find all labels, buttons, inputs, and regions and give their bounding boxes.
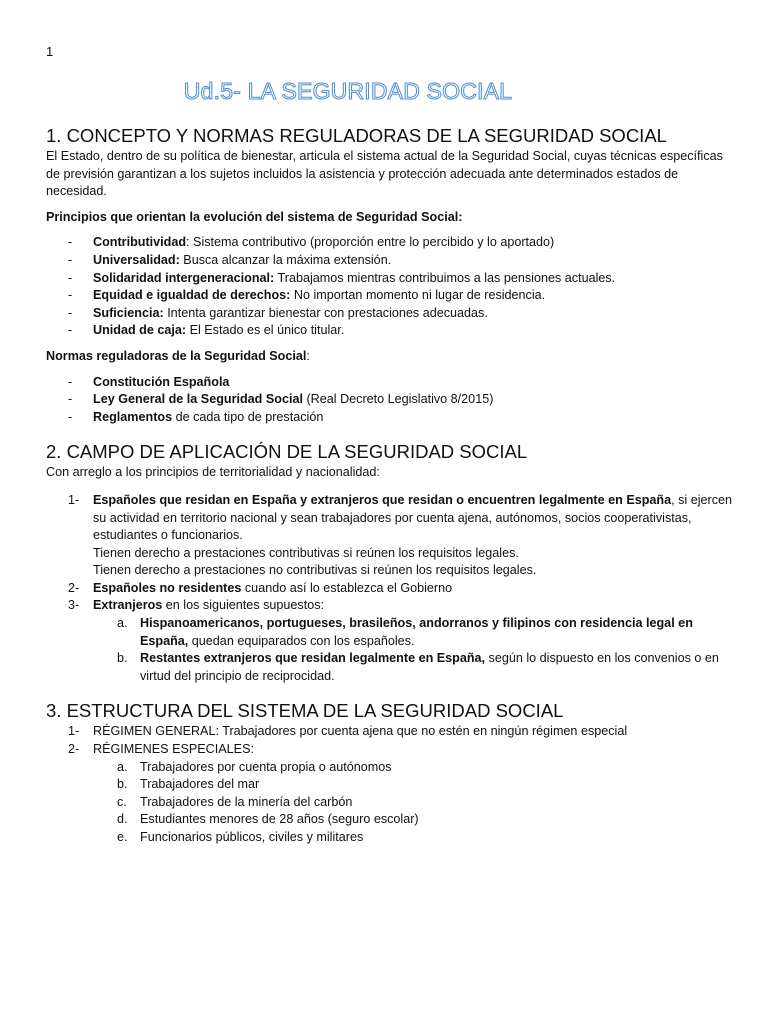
page-number: 1	[46, 44, 54, 59]
list-item: a. Hispanoamericanos, portugueses, brasileños, andorranos y filipinos con residencia legal en España, quedan equiparados con los españoles.	[117, 616, 693, 648]
list-item: b. Restantes extranjeros que residan legalmente en España, según lo dispuesto en los convenios o en virtud del principio de reciprocidad.	[117, 651, 719, 683]
list-item: 2- RÉGIMENES ESPECIALES: a. Trabajadores por cuenta propia o autónomos b. Trabajadores del mar c. Trabajadores de la minería del carbón d. Estudiantes menores de 28 años (seguro escolar) e. Funcionarios públicos, civiles y militares	[46, 741, 736, 847]
list-item: 3- Extranjeros en los siguientes supuestos: a. Hispanoamericanos, portugueses, brasileños, andorranos y filipinos con residencia legal en España, quedan equiparados con los españoles. b. Restantes extranjeros que residan legalmente en España, según lo dispuesto en los convenios o en virtud del principio de reciprocidad.	[46, 597, 736, 685]
document-title: Ud.5- LA SEGURIDAD SOCIAL	[183, 78, 513, 104]
list-item: e. Funcionarios públicos, civiles y militares	[117, 830, 364, 844]
application-list	[46, 492, 736, 686]
list-item: - Equidad e igualdad de derechos: No importan momento ni lugar de residencia.	[46, 287, 736, 305]
list-item: c. Trabajadores de la minería del carbón	[117, 794, 353, 809]
principles-title: Principios que orientan la evolución del sistema de Seguridad Social:	[46, 209, 463, 224]
list-item: - Reglamentos de cada tipo de prestación	[46, 409, 736, 427]
list-item: - Ley General de la Seguridad Social (Real Decreto Legislativo 8/2015)	[46, 391, 736, 409]
section-3-heading: 3. ESTRUCTURA DEL SISTEMA DE LA SEGURIDAD SOCIAL	[46, 700, 564, 722]
list-item: a. Trabajadores por cuenta propia o autónomos	[117, 759, 392, 774]
principles-list	[46, 234, 736, 340]
list-item: - Unidad de caja: El Estado es el único titular.	[46, 322, 736, 340]
list-item: 1- RÉGIMEN GENERAL: Trabajadores por cuenta ajena que no estén en ningún régimen especial	[68, 724, 628, 739]
foreigners-sublist	[93, 615, 736, 685]
list-item: - Contributividad: Sistema contributivo (proporción entre lo percibido y lo aportado)	[46, 234, 736, 252]
section-1-heading: 1. CONCEPTO Y NORMAS REGULADORAS DE LA SEGURIDAD SOCIAL	[46, 125, 667, 146]
structure-list	[46, 723, 736, 846]
list-item: 1- Españoles que residan en España y extranjeros que residan o encuentren legalmente en España, si ejercen su actividad en territorio nacional y sean trabajadores por cuenta ajena, autónomos, socios cooperativistas, estudiantes o funcionarios. Tienen derecho a prestaciones contributivas si reúnen los requisitos legales. Tienen derecho a prestaciones no contributivas si reúnen los requisitos legales.	[68, 492, 733, 578]
special-regimes-sublist	[93, 759, 736, 847]
list-item: d. Estudiantes menores de 28 años (seguro escolar)	[117, 812, 419, 827]
norms-list	[46, 374, 736, 427]
section-2-intro: Con arreglo a los principios de territorialidad y nacionalidad:	[46, 465, 380, 480]
list-item: 2- Españoles no residentes cuando así lo establezca el Gobierno	[68, 580, 453, 595]
norms-title: Normas reguladoras de la Seguridad Social:	[46, 348, 310, 363]
section-1-intro: El Estado, dentro de su política de bienestar, articula el sistema actual de la Seguridad Social, cuyas técnicas específicas de previsión garantizan a los sujetos incluidos la asistencia y protección adecuada ante determinados estados de necesidad.	[46, 149, 723, 199]
list-item: b. Trabajadores del mar	[117, 777, 260, 792]
list-item: - Constitución Española	[46, 374, 736, 392]
section-2-heading: 2. CAMPO DE APLICACIÓN DE LA SEGURIDAD SOCIAL	[46, 441, 528, 463]
document-body	[46, 124, 736, 847]
list-item: - Universalidad: Busca alcanzar la máxima extensión.	[46, 252, 736, 270]
list-item: - Suficiencia: Intenta garantizar bienestar con prestaciones adecuadas.	[46, 305, 736, 323]
list-item: - Solidaridad intergeneracional: Trabajamos mientras contribuimos a las pensiones actuales.	[46, 270, 736, 288]
